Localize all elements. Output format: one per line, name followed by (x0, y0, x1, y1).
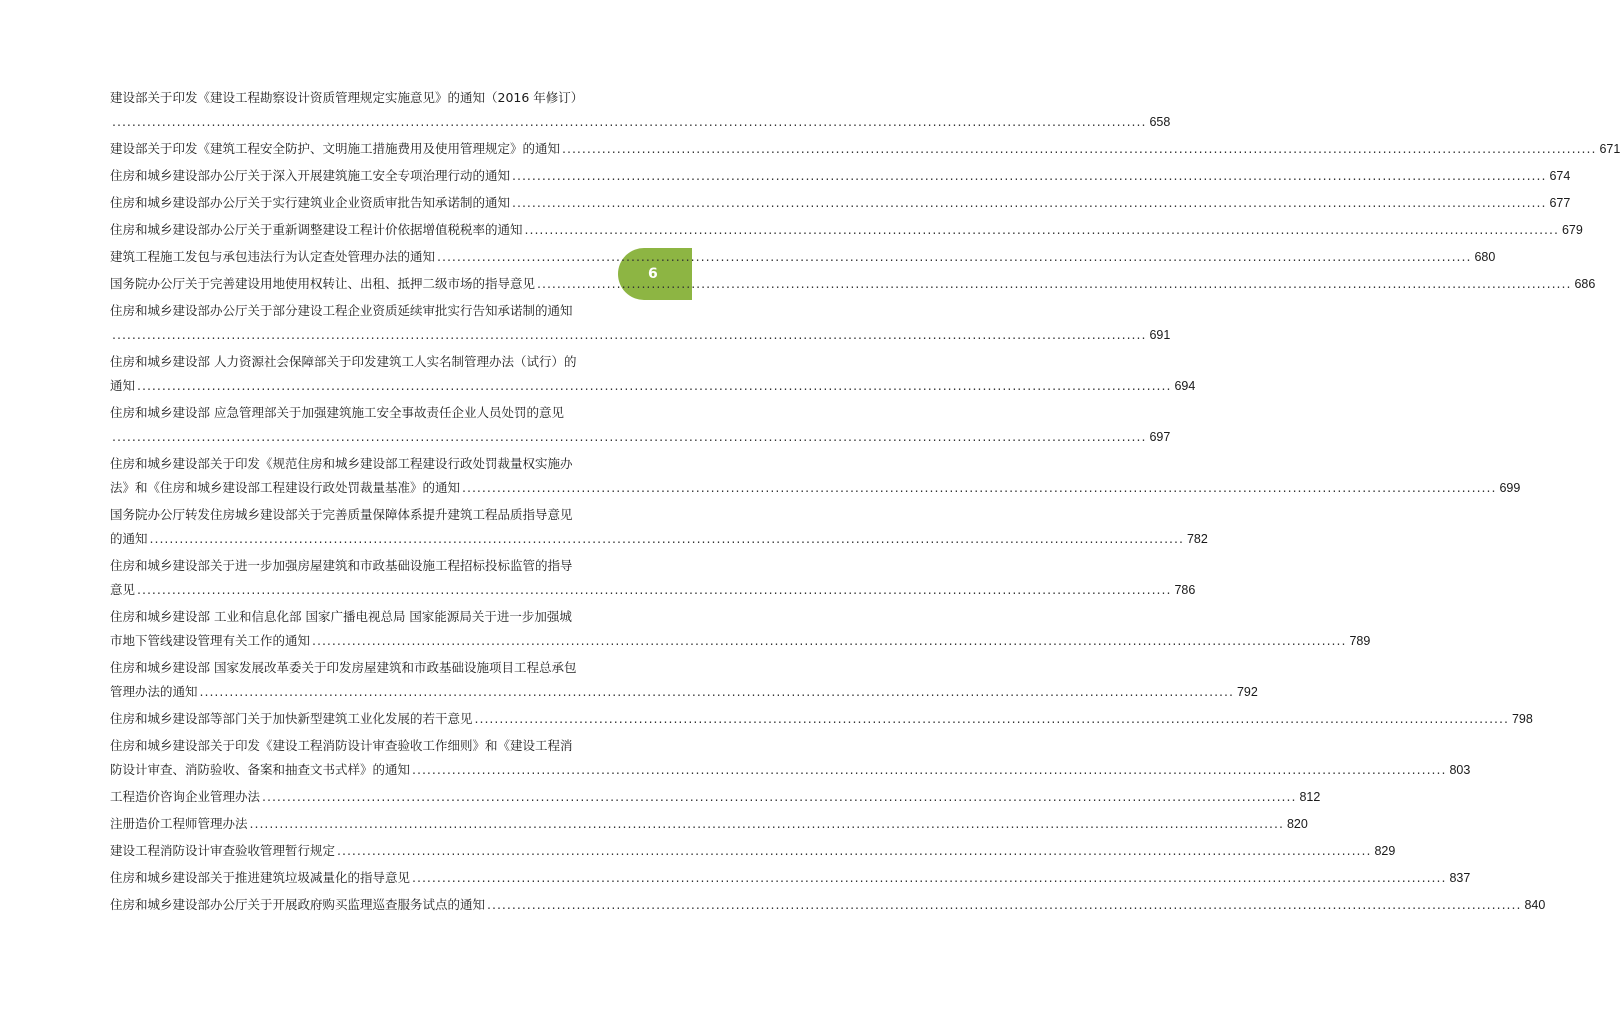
toc-entry-leader-line (110, 527, 1208, 551)
toc-entry[interactable] (110, 893, 1546, 917)
toc-entry-leader-line (110, 374, 1196, 398)
dot-leader (112, 425, 1146, 449)
dot-leader (112, 323, 1146, 347)
toc-entry[interactable] (110, 191, 1571, 215)
dot-leader (487, 893, 1521, 917)
dot-leader (137, 578, 1171, 602)
toc-entry-leader-line (110, 110, 1171, 134)
toc-entry-leader-line (110, 893, 1546, 917)
dot-leader (512, 164, 1546, 188)
toc-entry-title: 住房和城乡建设部办公厅关于开展政府购买监理巡查服务试点的通知 (110, 897, 486, 912)
toc-entry-leader-line (110, 425, 1171, 449)
toc-entry-page-number: 697 (1149, 430, 1171, 444)
toc-entry[interactable] (110, 272, 1596, 296)
toc-entry-title: 法》和《住房和城乡建设部工程建设行政处罚裁量基准》的通知 (110, 480, 461, 495)
toc-entry-title-line: 住房和城乡建设部 国家发展改革委关于印发房屋建筑和市政基础设施项目工程总承包 (110, 660, 577, 675)
toc-entry[interactable] (110, 812, 1308, 836)
toc-entry-page-number: 837 (1449, 871, 1471, 885)
toc-entry-title: 住房和城乡建设部办公厅关于重新调整建设工程计价依据增值税税率的通知 (110, 222, 523, 237)
toc-entry[interactable] (110, 707, 1533, 731)
toc-entry-leader-line (110, 812, 1308, 836)
dot-leader (562, 137, 1596, 161)
toc-entry[interactable] (110, 245, 1496, 269)
dot-leader (137, 374, 1171, 398)
toc-entry-page-number: 680 (1474, 250, 1496, 264)
toc-entry-leader-line (110, 785, 1321, 809)
toc-entry[interactable] (110, 299, 1171, 347)
toc-entry[interactable] (110, 734, 1471, 782)
toc-entry-title: 意见 (110, 582, 136, 597)
toc-entry-leader-line (110, 164, 1571, 188)
toc-entry-title: 通知 (110, 378, 136, 393)
toc-entry[interactable] (110, 164, 1571, 188)
toc-entry-leader-line (110, 680, 1258, 704)
toc-entry[interactable] (110, 785, 1321, 809)
dot-leader (512, 191, 1546, 215)
toc-entry-title: 住房和城乡建设部办公厅关于实行建筑业企业资质审批告知承诺制的通知 (110, 195, 511, 210)
toc-entry-leader-line (110, 476, 1521, 500)
toc-entry[interactable] (110, 137, 1620, 161)
toc-entry[interactable] (110, 605, 1371, 653)
toc-entry-title: 住房和城乡建设部等部门关于加快新型建筑工业化发展的若干意见 (110, 711, 473, 726)
toc-entry[interactable] (110, 350, 1196, 398)
toc-entry[interactable] (110, 452, 1521, 500)
toc-entry-title-line: 住房和城乡建设部关于进一步加强房屋建筑和市政基础设施工程招标投标监管的指导 (110, 558, 573, 573)
toc-entry-leader-line (110, 218, 1583, 242)
dot-leader (150, 527, 1184, 551)
toc-entry-page-number: 674 (1549, 169, 1571, 183)
toc-entry-title: 的通知 (110, 531, 148, 546)
toc-entry-title-line: 住房和城乡建设部 工业和信息化部 国家广播电视总局 国家能源局关于进一步加强城 (110, 609, 572, 624)
toc-entry-page-number: 829 (1374, 844, 1396, 858)
toc-entry-page-number: 686 (1574, 277, 1596, 291)
toc-entry-title-line: 住房和城乡建设部关于印发《规范住房和城乡建设部工程建设行政处罚裁量权实施办 (110, 456, 573, 471)
toc-entry-leader-line (110, 839, 1396, 863)
page-number: 6 (648, 266, 658, 282)
toc-entry-title-line: 国务院办公厅转发住房城乡建设部关于完善质量保障体系提升建筑工程品质指导意见 (110, 507, 573, 522)
toc-entry-page-number: 677 (1549, 196, 1571, 210)
dot-leader (537, 272, 1571, 296)
toc-entry[interactable] (110, 839, 1396, 863)
toc-entry[interactable] (110, 503, 1208, 551)
toc-entry-page-number: 658 (1149, 115, 1171, 129)
toc-entry-page-number: 803 (1449, 763, 1471, 777)
toc-entry[interactable] (110, 866, 1471, 890)
toc-entry[interactable] (110, 656, 1258, 704)
toc-entry-page-number: 679 (1561, 223, 1583, 237)
toc-entry-title: 建筑工程施工发包与承包违法行为认定查处管理办法的通知 (110, 249, 436, 264)
toc-entry-page-number: 786 (1174, 583, 1196, 597)
dot-leader (525, 218, 1559, 242)
toc-entry-leader-line (110, 707, 1533, 731)
toc-entry-leader-line (110, 323, 1171, 347)
toc-entry[interactable] (110, 401, 1171, 449)
toc-entry-page-number: 694 (1174, 379, 1196, 393)
toc-entry-page-number: 782 (1186, 532, 1208, 546)
toc-entry-page-number: 792 (1236, 685, 1258, 699)
toc-entry-title-line: 住房和城乡建设部 应急管理部关于加强建筑施工安全事故责任企业人员处罚的意见 (110, 405, 564, 420)
toc-entry-title: 管理办法的通知 (110, 684, 198, 699)
toc-entry-leader-line (110, 578, 1196, 602)
toc-entry-title: 国务院办公厅关于完善建设用地使用权转让、出租、抵押二级市场的指导意见 (110, 276, 536, 291)
toc-entry-page-number: 671 (1599, 142, 1620, 156)
toc-entry-title-line: 住房和城乡建设部关于印发《建设工程消防设计审查验收工作细则》和《建设工程消 (110, 738, 573, 753)
toc-entry-title: 注册造价工程师管理办法 (110, 816, 248, 831)
toc-entry-leader-line (110, 137, 1620, 161)
toc-entry-title: 工程造价咨询企业管理办法 (110, 789, 261, 804)
table-of-contents (110, 86, 1620, 920)
dot-leader (337, 839, 1371, 863)
toc-entry-page-number: 691 (1149, 328, 1171, 342)
dot-leader (200, 680, 1234, 704)
toc-entry-leader-line (110, 629, 1371, 653)
toc-entry-leader-line (110, 272, 1596, 296)
dot-leader (312, 629, 1346, 653)
toc-entry[interactable] (110, 554, 1196, 602)
toc-entry[interactable] (110, 86, 1171, 134)
toc-entry-title-line: 住房和城乡建设部办公厅关于部分建设工程企业资质延续审批实行告知承诺制的通知 (110, 303, 573, 318)
toc-entry-leader-line (110, 866, 1471, 890)
toc-entry-page-number: 812 (1299, 790, 1321, 804)
dot-leader (462, 476, 1496, 500)
dot-leader (437, 245, 1471, 269)
toc-entry-page-number: 798 (1511, 712, 1533, 726)
toc-entry-title: 住房和城乡建设部办公厅关于深入开展建筑施工安全专项治理行动的通知 (110, 168, 511, 183)
toc-entry-title-line: 建设部关于印发《建设工程勘察设计资质管理规定实施意见》的通知（2016 年修订） (110, 90, 584, 105)
dot-leader (112, 110, 1146, 134)
toc-entry-leader-line (110, 191, 1571, 215)
dot-leader (250, 812, 1284, 836)
toc-entry-title: 防设计审查、消防验收、备案和抽查文书式样》的通知 (110, 762, 411, 777)
dot-leader (262, 785, 1296, 809)
dot-leader (412, 866, 1446, 890)
toc-entry-title: 市地下管线建设管理有关工作的通知 (110, 633, 311, 648)
dot-leader (412, 758, 1446, 782)
toc-entry-page-number: 789 (1349, 634, 1371, 648)
dot-leader (475, 707, 1509, 731)
toc-entry-page-number: 840 (1524, 898, 1546, 912)
toc-entry-page-number: 820 (1286, 817, 1308, 831)
toc-entry[interactable] (110, 218, 1583, 242)
toc-entry-title: 建设部关于印发《建筑工程安全防护、文明施工措施费用及使用管理规定》的通知 (110, 141, 561, 156)
toc-entry-title: 建设工程消防设计审查验收管理暂行规定 (110, 843, 336, 858)
toc-entry-leader-line (110, 245, 1496, 269)
toc-entry-page-number: 699 (1499, 481, 1521, 495)
toc-entry-title: 住房和城乡建设部关于推进建筑垃圾减量化的指导意见 (110, 870, 411, 885)
toc-entry-leader-line (110, 758, 1471, 782)
toc-entry-title-line: 住房和城乡建设部 人力资源社会保障部关于印发建筑工人实名制管理办法（试行）的 (110, 354, 577, 369)
